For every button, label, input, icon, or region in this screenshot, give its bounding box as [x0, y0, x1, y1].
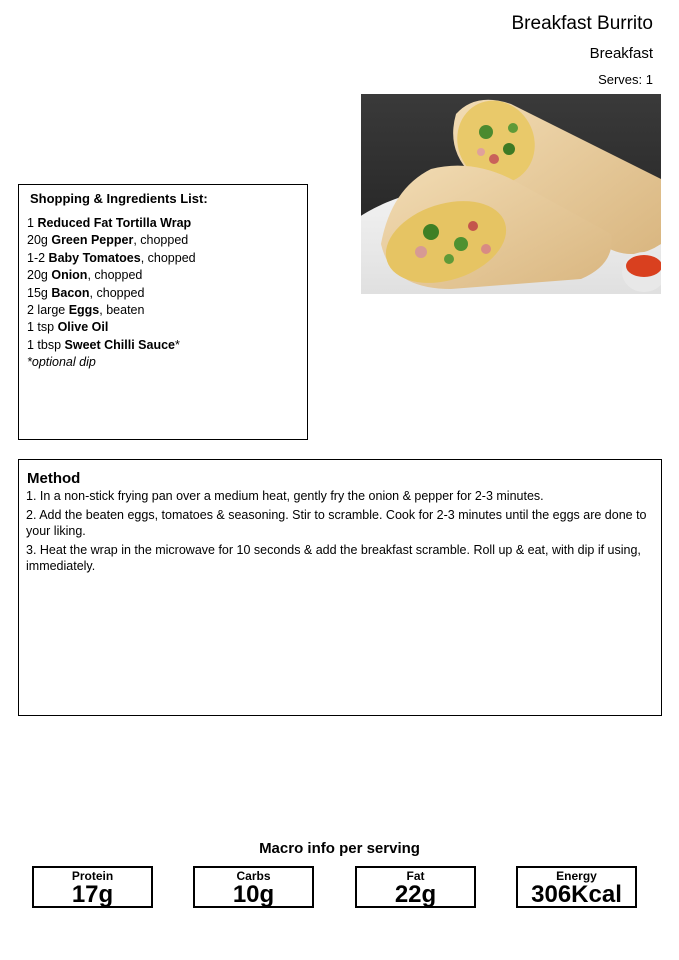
ingredient-item: 1-2 Baby Tomatoes, chopped	[27, 250, 196, 265]
ingredient-item: 2 large Eggs, beaten	[27, 303, 145, 318]
ingredients-list	[27, 215, 299, 354]
ingredients-footnote: *optional dip	[27, 355, 96, 370]
ingredient-item: 1 tbsp Sweet Chilli Sauce*	[27, 337, 180, 352]
burrito-photo-illustration	[361, 94, 661, 294]
macro-heading: Macro info per serving	[259, 840, 420, 857]
ingredient-item: 1 tsp Olive Oil	[27, 320, 109, 335]
method-box	[18, 459, 662, 716]
method-heading: Method	[27, 470, 81, 487]
burrito-photo	[361, 94, 661, 294]
macro-protein-value: 17g	[71, 881, 114, 908]
recipe-title: Breakfast Burrito	[511, 13, 653, 34]
macro-carbs-label: Carbs	[236, 869, 271, 883]
ingredient-item: 15g Bacon, chopped	[27, 285, 145, 300]
method-step: 3. Heat the wrap in the microwave for 10 seconds & add the breakfast scramble. Roll up & eat, with dip if using, immediately.	[26, 542, 641, 573]
ingredient-item: 20g Onion, chopped	[27, 268, 143, 283]
macro-fat-value: 22g	[394, 881, 437, 908]
macro-protein	[32, 866, 153, 908]
macro-energy	[516, 866, 637, 908]
method-step: 2. Add the beaten eggs, tomatoes & seasoning. Stir to scramble. Cook for 2-3 minutes until the eggs are done to your liking.	[26, 507, 647, 538]
macro-energy-label: Energy	[556, 869, 597, 883]
macro-protein-label: Protein	[71, 869, 114, 883]
macro-carbs-value: 10g	[232, 881, 275, 908]
macro-energy-value: 306Kcal	[531, 881, 622, 908]
ingredient-item: 20g Green Pepper, chopped	[27, 233, 189, 248]
ingredient-item: 1 Reduced Fat Tortilla Wrap	[27, 216, 192, 230]
macro-fat-label: Fat	[406, 869, 425, 883]
macro-fat	[355, 866, 476, 908]
recipe-serves: Serves: 1	[598, 72, 653, 87]
macro-carbs	[193, 866, 314, 908]
method-step: 1. In a non-stick frying pan over a medium heat, gently fry the onion & pepper for 2-3 minutes.	[26, 489, 544, 503]
recipe-category: Breakfast	[589, 45, 653, 62]
ingredients-box	[18, 184, 308, 440]
ingredients-heading: Shopping & Ingredients List:	[30, 191, 208, 206]
